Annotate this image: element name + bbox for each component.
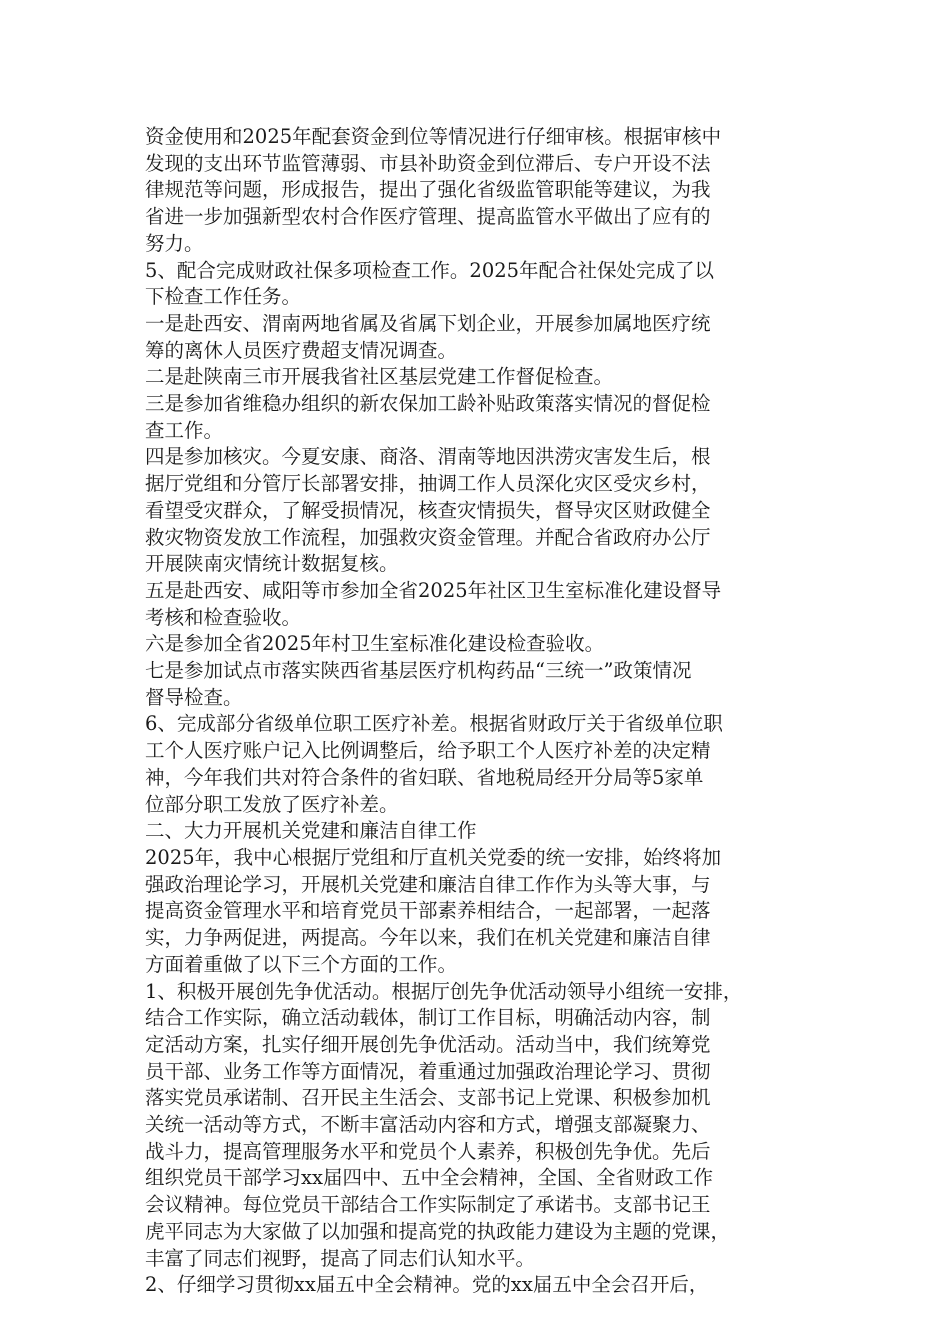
paragraph-task-4: 四是参加核灾。今夏安康、商洛、渭南等地因洪涝灾害发生后，根 据厅党组和分管厅长部署安排，抽调工作人员深化灾区受灾乡村， 看望受灾群众，了解受损情况，核查灾情损失，督导灾区财政健全 救灾物资发放工作流程，加强救灾资金管理。并配合省政府办公厅 开展陕南灾情统计数据复核。 xyxy=(145,445,711,576)
paragraph-task-2: 二是赴陕南三市开展我省社区基层党建工作督促检查。 xyxy=(145,365,614,389)
paragraph-task-6: 六是参加全省2025年村卫生室标准化建设检查验收。 xyxy=(145,632,605,656)
paragraph-task-1: 一是赴西安、渭南两地省属及省属下划企业，开展参加属地医疗统 筹的离休人员医疗费超支情况调查。 xyxy=(145,311,711,362)
paragraph-task-3: 三是参加省维稳办组织的新农保加工龄补贴政策落实情况的督促检 查工作。 xyxy=(145,392,711,442)
paragraph-item-5-heading: 5、配合完成财政社保多项检查工作。2025年配合社保处完成了以 下检查工作任务。 xyxy=(145,258,715,309)
paragraph-item-2-study: 2、仔细学习贯彻xx届五中全会精神。党的xx届五中全会召开后， xyxy=(145,1273,709,1297)
paragraph-item-1-activities: 1、积极开展创先争优活动。根据厅创先争优活动领导小组统一安排， 结合工作实际，确立活动载体，制订工作目标，明确活动内容，制 定活动方案，扎实仔细开展创先争优活动。活动当中，我们统筹党 员干部、业务工作等方面情况，着重通过加强政治理论学习、贯彻 落实党员承诺制、召开民主生活会、支部书记上党课、积极参加机 关统一活动等方式，不断丰富活动内容和方式，增强支部凝聚力、 战斗力，提高管理服务水平和党员个人素养，积极创先争优。先后 组织党员干部学习xx届四中、五中全会精神，全国、全省财政工作 会议精神。每位党员干部结合工作实际制定了承诺书。支部书记王 虎平同志为大家做了以加强和提高党的执政能力建设为主题的党课， 丰富了同志们视野，提高了同志们认知水平。 xyxy=(145,979,743,1270)
section-heading-2: 二、大力开展机关党建和廉洁自律工作 xyxy=(145,819,477,843)
paragraph-audit-summary: 资金使用和2025年配套资金到位等情况进行仔细审核。根据审核中 发现的支出环节监管薄弱、市县补助资金到位滞后、专户开设不法 律规范等问题，形成报告，提出了强化省级监管职能等建议，为我 省进一步加强新型农村合作医疗管理、提高监管水平做出了应有的 努力。 xyxy=(145,125,722,255)
paragraph-task-5: 五是赴西安、咸阳等市参加全省2025年社区卫生室标准化建设督导 考核和检查验收。 xyxy=(145,578,722,629)
paragraph-item-6: 6、完成部分省级单位职工医疗补差。根据省财政厅关于省级单位职 工个人医疗账户记入比例调整后，给予职工个人医疗补差的决定精 神，今年我们共对符合条件的省妇联、省地税局经开分局等5家单 位部分职工发放了医疗补差。 xyxy=(145,712,723,816)
document-body xyxy=(145,124,825,1299)
paragraph-task-7: 七是参加试点市落实陕西省基层医疗机构药品“三统一”政策情况 督导检查。 xyxy=(145,659,692,709)
paragraph-section-2-intro: 2025年，我中心根据厅党组和厅直机关党委的统一安排，始终将加 强政治理论学习，开展机关党建和廉洁自律工作作为头等大事，与 提高资金管理水平和培育党员干部素养相结合，一起部署，一起落 实，力争两促进，两提高。今年以来，我们在机关党建和廉洁自律 方面着重做了以下三个方面的工作。 xyxy=(145,845,722,976)
